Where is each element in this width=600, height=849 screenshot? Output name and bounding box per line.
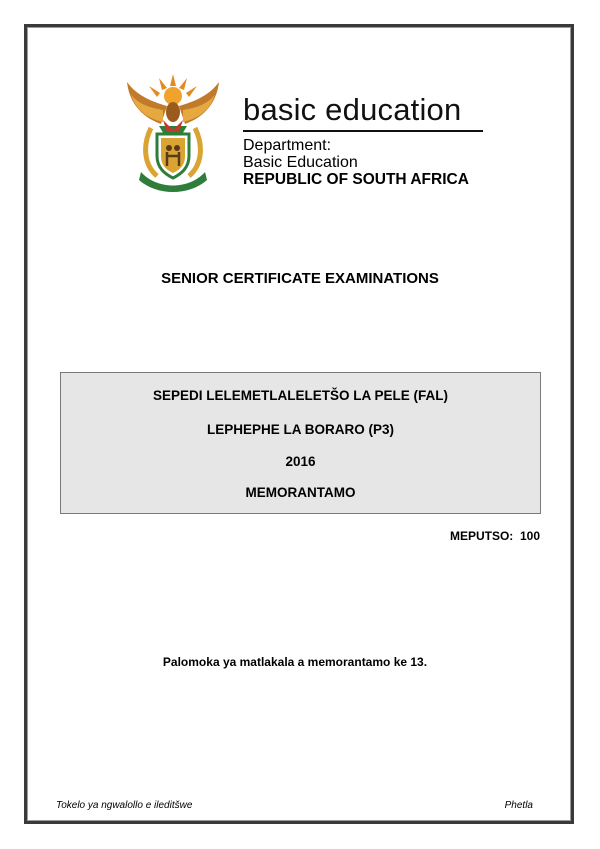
marks-label: MEPUTSO: (449, 529, 514, 543)
department-line-1: Department: (243, 137, 332, 154)
subject-title: SEPEDI LELEMETLALELETŠO LA PELE (FAL) (152, 388, 448, 403)
footer-copyright: Tokelo ya ngwalollo e ileditšwe (56, 800, 193, 811)
brand-divider (243, 130, 483, 132)
exam-heading: SENIOR CERTIFICATE EXAMINATIONS (161, 270, 439, 287)
country-name: REPUBLIC OF SOUTH AFRICA (243, 171, 469, 188)
marks-value: 100 (519, 529, 540, 543)
footer-turn-over: Phetla (504, 800, 533, 811)
page-count-note: Palomoka ya matlakala a memorantamo ke 13. (162, 655, 428, 669)
exam-year: 2016 (285, 454, 316, 469)
department-line-2: Basic Education (243, 154, 358, 171)
paper-title: LEPHEPHE LA BORARO (P3) (206, 422, 395, 437)
coat-of-arms-icon (123, 72, 223, 194)
department-branding (243, 92, 483, 188)
exam-info-box (60, 372, 541, 514)
document-type: MEMORANTAMO (245, 485, 356, 500)
coat-of-arms-graphic (123, 72, 223, 194)
brand-title: basic education (243, 92, 462, 127)
marks-total (450, 529, 540, 543)
